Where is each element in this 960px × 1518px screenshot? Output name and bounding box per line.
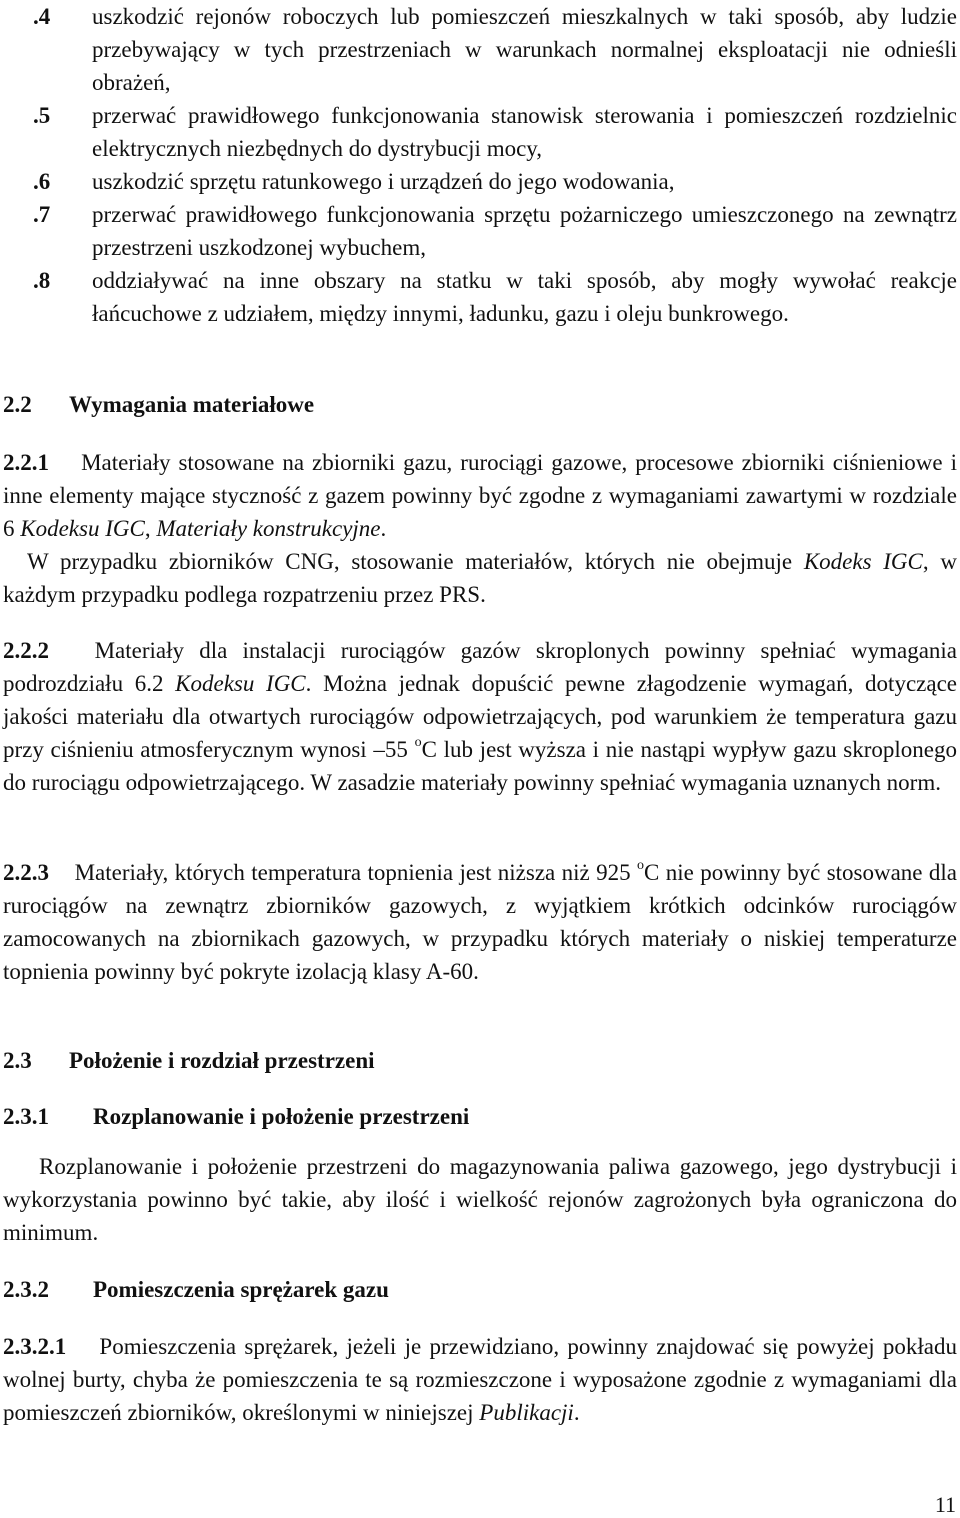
subsection-heading [3, 1100, 469, 1133]
section-title: Pomieszczenia sprężarek gazu [93, 1277, 389, 1302]
section-heading [3, 388, 314, 421]
paragraph-2-2-2: 2.2.2 Materiały dla instalacji rurociągów gazów skroplonych powinny spełniać wymagania podrozdziału 6.2 Kodeksu IGC. Można jednak dopuścić pewne złagodzenie wymagań, dotyczące jakości materiału dla otwartych rurociągów odpowietrzających, pod warunkiem że temperatura gazu przy ciśnieniu atmosferycznym wynosi –55 $^o$C lub jest wyższa i nie nastąpi wypływ gazu skroplonego do rurociągu odpowietrzającego. W zasadzie materiały powinny spełniać wymagania uznanych norm. [3, 638, 958, 795]
section-title: Położenie i rozdział przestrzeni [69, 1048, 375, 1073]
paragraph-number: 2.2.2 [3, 638, 49, 663]
list-item [3, 264, 957, 330]
section-heading [3, 1044, 375, 1077]
list-item-number: .8 [33, 268, 51, 293]
list-item-text: przerwać prawidłowego funkcjonowania sprzętu pożarniczego umieszczonego na zewnątrz przestrzeni uszkodzonej wybuchem, [92, 202, 957, 260]
section-number: 2.3.2 [3, 1277, 49, 1302]
list-item [3, 165, 957, 198]
list-item-number: .6 [33, 169, 51, 194]
section-number: 2.3.1 [3, 1104, 49, 1129]
paragraph-2-2-1-cont: W przypadku zbiorników CNG, stosowanie materiałów, których nie obejmuje Kodeks IGC, w każdym przypadku podlega rozpatrzeniu przez PRS. [3, 549, 957, 607]
list-item-text: oddziaływać na inne obszary na statku w taki sposób, aby mogły wywołać reakcje łańcuchowe z udziałem, między innymi, ładunku, gazu i oleju bunkrowego. [92, 268, 957, 326]
list-item-text: uszkodzić sprzętu ratunkowego i urządzeń do jego wodowania, [92, 169, 675, 194]
list-item [3, 0, 957, 99]
list-item-number: .4 [33, 4, 51, 29]
list-item-number: .5 [33, 103, 51, 128]
list-item-number: .7 [33, 202, 51, 227]
section-number: 2.3 [3, 1048, 32, 1073]
section-number: 2.2 [3, 392, 32, 417]
list-item-text: przerwać prawidłowego funkcjonowania stanowisk sterowania i pomieszczeń rozdzielnic elektrycznych niezbędnych do dystrybucji mocy, [92, 103, 957, 161]
section-title: Rozplanowanie i położenie przestrzeni [93, 1104, 470, 1129]
page-number: 11 [934, 1492, 956, 1517]
list-item [3, 198, 957, 264]
section-title: Wymagania materiałowe [69, 392, 315, 417]
paragraph-number: 2.2.3 [3, 860, 49, 885]
paragraph-2-2-3: 2.2.3 Materiały, których temperatura topnienia jest niższa niż 925 $^o$C nie powinny być stosowane dla rurociągów na zewnątrz zbiorników gazowych, z wyjątkiem krótkich odcinków rurociągów zamocowanych na zbiornikach gazowych, w przypadku których materiały o niskiej temperaturze topnienia powinny być pokryte izolacją klasy A-60. [3, 858, 957, 984]
paragraph-2-3-1: Rozplanowanie i położenie przestrzeni do magazynowania paliwa gazowego, jego dystrybucji i wykorzystania powinno być takie, aby ilość i wielkość rejonów zagrożonych była ograniczona do minimum. [3, 1154, 957, 1245]
degree-sign: o [414, 735, 422, 751]
degree-sign: o [637, 858, 644, 874]
list-item-text: uszkodzić rejonów roboczych lub pomieszczeń mieszkalnych w taki sposób, aby ludzie przebywający w tych przestrzeniach w warunkach normalnej eksploatacji nie odnieśli obrażeń, [92, 4, 957, 95]
paragraph-number: 2.2.1 [3, 450, 49, 475]
subsection-heading [3, 1273, 389, 1306]
paragraph-number: 2.3.2.1 [3, 1334, 67, 1359]
paragraph-2-3-2-1: 2.3.2.1 Pomieszczenia sprężarek, jeżeli je przewidziano, powinny znajdować się powyżej pokładu wolnej burty, chyba że pomieszczenia te są rozmieszczone i wyposażone zgodnie z wymaganiami dla pomieszczeń zbiorników, określonymi w niniejszej Publikacji. [3, 1334, 957, 1425]
paragraph-2-2-1: 2.2.1 Materiały stosowane na zbiorniki gazu, rurociągi gazowe, procesowe zbiorniki ciśnieniowe i inne elementy mające styczność z gazem powinny być zgodne z wymaganiami zawartymi w rozdziale 6 Kodeksu IGC, Materiały konstrukcyjne. [3, 450, 957, 541]
list-item [3, 99, 957, 165]
